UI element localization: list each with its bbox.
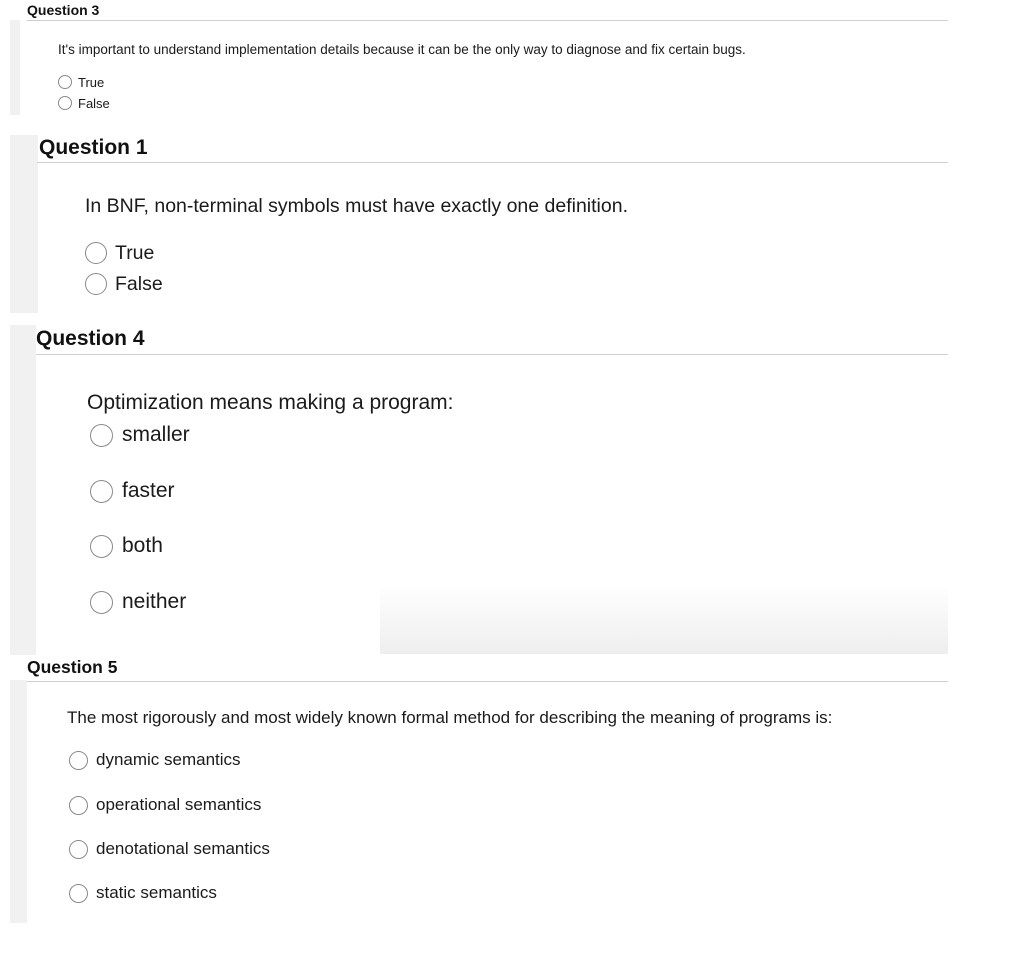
radio-button-icon[interactable]	[69, 796, 88, 815]
question-4-option-neither[interactable]	[90, 588, 186, 616]
question-5-option-denotational-semantics[interactable]	[69, 838, 270, 860]
question-1-prompt: In BNF, non-terminal symbols must have exactly one definition.	[85, 195, 629, 217]
question-5-option-static-semantics[interactable]	[69, 882, 217, 904]
radio-button-icon[interactable]	[90, 424, 113, 447]
option-label: False	[78, 95, 110, 111]
option-label: both	[122, 534, 163, 557]
question-4-option-both[interactable]	[90, 532, 163, 560]
radio-button-icon[interactable]	[90, 591, 113, 614]
option-label: smaller	[122, 423, 190, 446]
question-1-divider	[37, 162, 948, 163]
question-4-divider	[36, 354, 948, 355]
radio-button-icon[interactable]	[69, 840, 88, 859]
question-5-divider	[27, 681, 948, 682]
question-4-prompt: Optimization means making a program:	[87, 391, 454, 414]
question-4-option-faster[interactable]	[90, 477, 175, 505]
question-3-option-true[interactable]	[58, 74, 104, 90]
question-5-title: Question 5	[27, 657, 118, 677]
option-label: False	[115, 272, 163, 295]
option-label: operational semantics	[96, 795, 262, 814]
option-label: dynamic semantics	[96, 750, 241, 769]
option-label: True	[78, 74, 105, 90]
option-label: denotational semantics	[96, 839, 270, 858]
radio-button-icon[interactable]	[90, 480, 113, 503]
question-3-prompt: It's important to understand implementation details because it can be the only way to diagnose and fix certain bugs.	[58, 42, 746, 57]
option-label: static semantics	[96, 883, 217, 902]
question-5-option-dynamic-semantics[interactable]	[69, 749, 241, 771]
radio-button-icon[interactable]	[90, 535, 113, 558]
question-3-divider	[27, 20, 948, 21]
question-1-title: Question 1	[39, 136, 148, 159]
question-5-left-bar	[10, 680, 27, 923]
question-4-title: Question 4	[36, 327, 145, 350]
option-label: faster	[122, 479, 175, 502]
question-4-option-smaller[interactable]	[90, 421, 190, 449]
radio-button-icon[interactable]	[69, 751, 88, 770]
question-4-left-bar	[10, 325, 36, 655]
radio-button-icon[interactable]	[58, 96, 72, 110]
question-5-prompt: The most rigorously and most widely known formal method for describing the meaning of programs is:	[67, 708, 833, 727]
option-label: neither	[122, 590, 187, 613]
option-label: True	[115, 241, 155, 264]
question-4-shadow	[380, 584, 948, 654]
question-1-left-bar	[10, 135, 38, 313]
radio-button-icon[interactable]	[85, 273, 107, 295]
radio-button-icon[interactable]	[85, 242, 107, 264]
radio-button-icon[interactable]	[58, 75, 72, 89]
question-5-option-operational-semantics[interactable]	[69, 794, 261, 816]
question-1-option-true[interactable]	[85, 240, 154, 266]
radio-button-icon[interactable]	[69, 884, 88, 903]
question-3-option-false[interactable]	[58, 95, 110, 111]
question-3-left-bar	[10, 20, 20, 115]
question-1-option-false[interactable]	[85, 271, 163, 297]
question-3-title: Question 3	[27, 2, 100, 18]
